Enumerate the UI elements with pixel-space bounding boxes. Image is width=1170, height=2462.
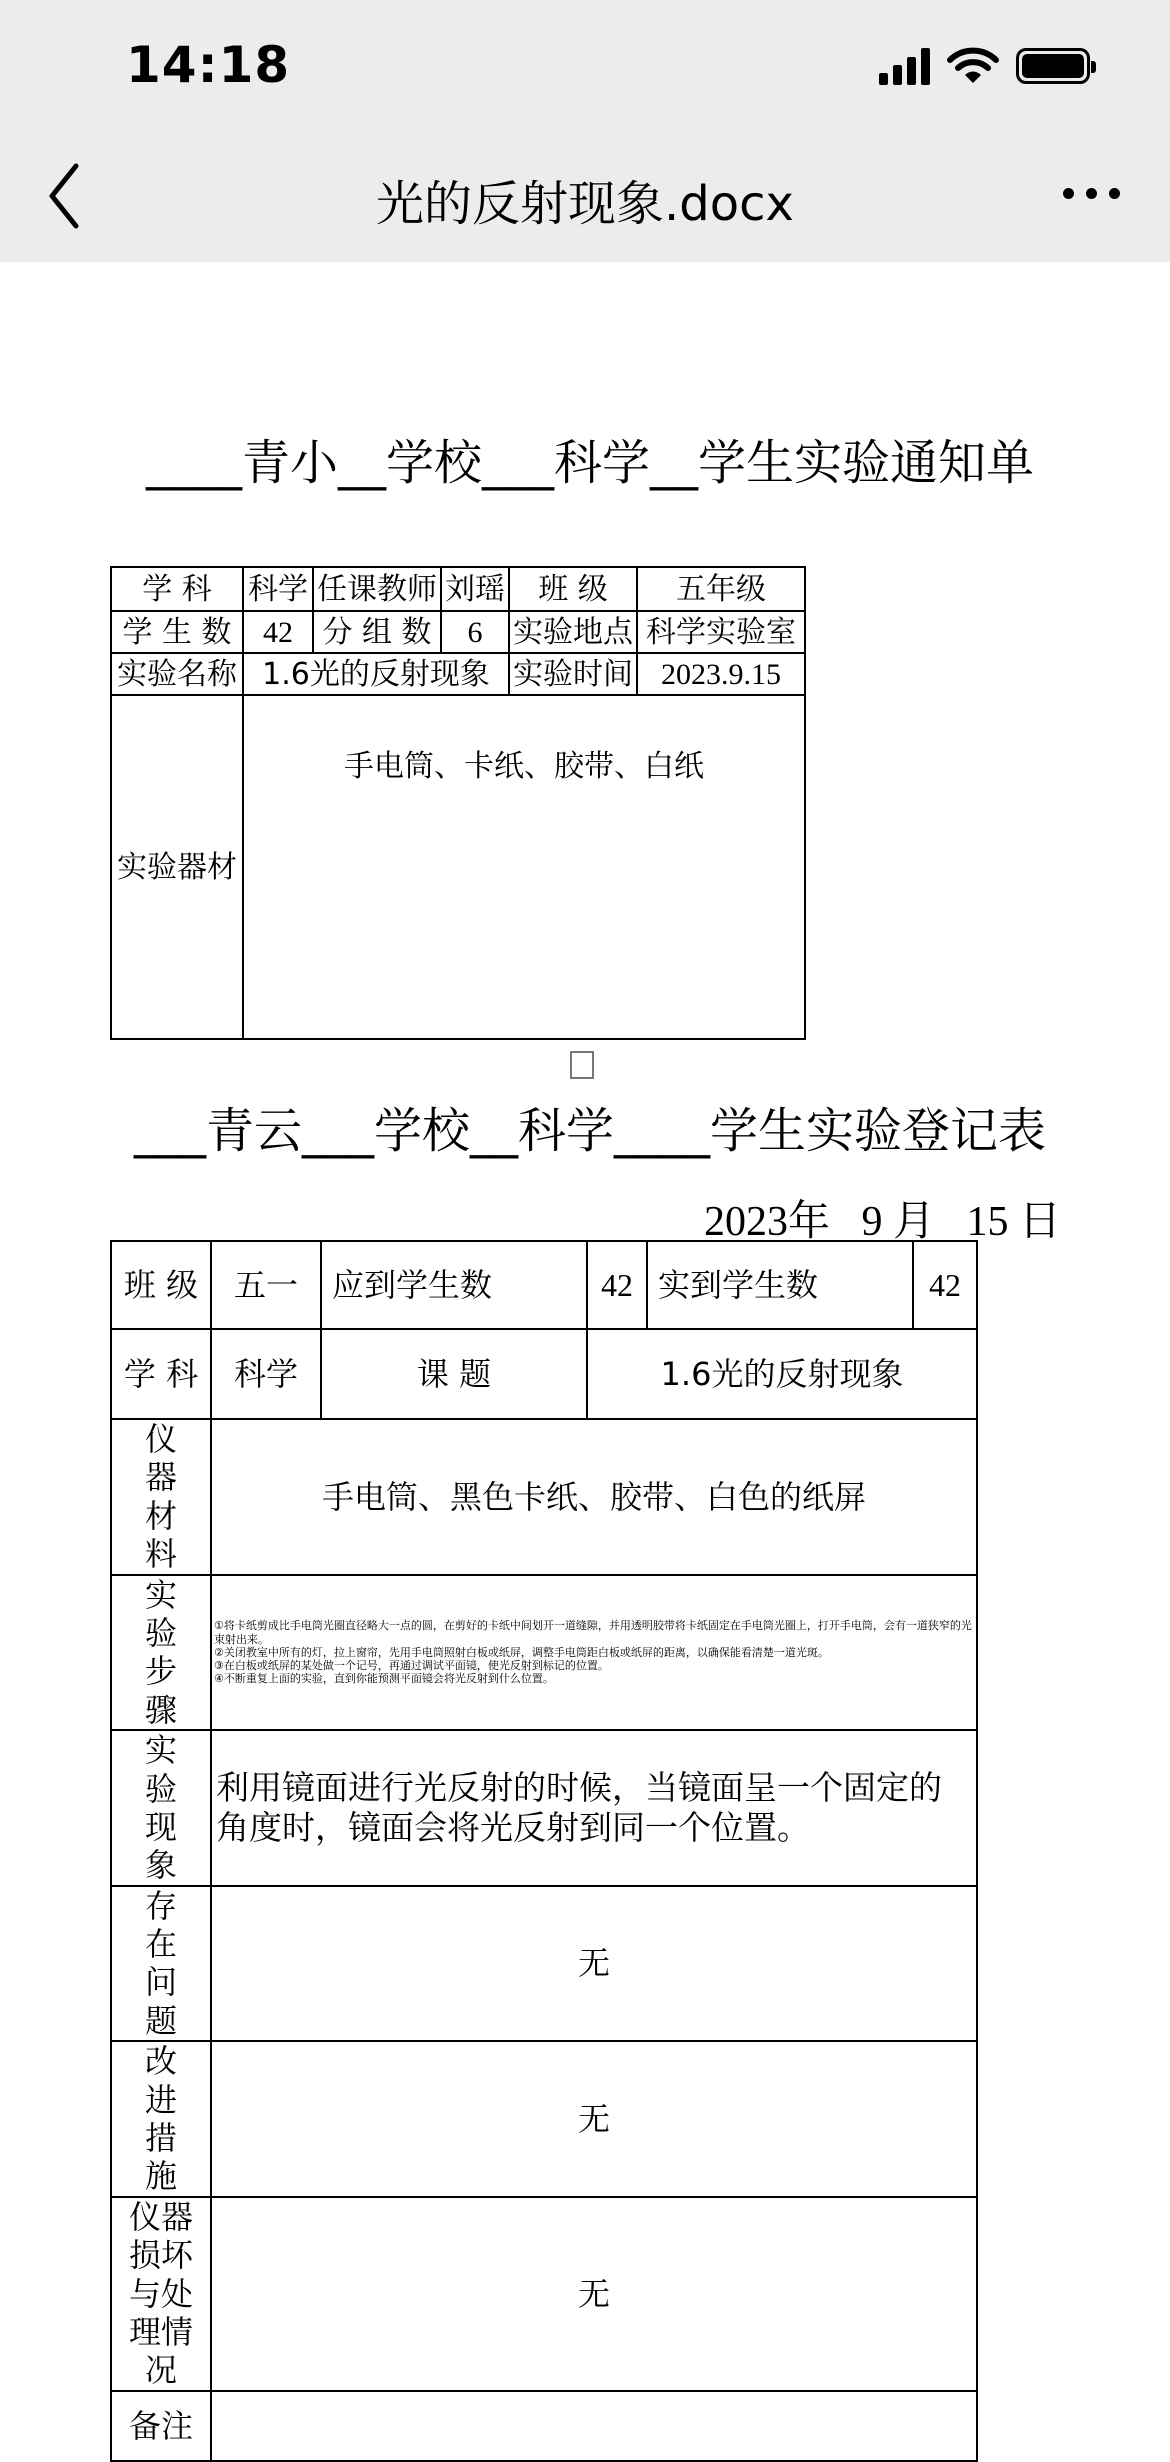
step-item: ①将卡纸剪成比手电筒光圈直径略大一点的圆，在剪好的卡纸中间划开一道缝隙，并用透明胶带将卡纸固定在手电筒光圈上，打开手电筒，会有一道狭窄的光束射出来。: [214, 1619, 972, 1646]
status-time: 14:18: [126, 36, 291, 94]
location-label: 实验地点: [509, 611, 637, 653]
register-date: 2023年 9 月 15 日: [704, 1199, 1062, 1245]
topic-label: 课 题: [321, 1329, 587, 1419]
damage-value: 无: [211, 2197, 977, 2391]
groups-value: 6: [441, 611, 509, 653]
expected-students-label: 应到学生数: [321, 1241, 587, 1329]
steps-value: [211, 1575, 977, 1731]
remarks-value: [211, 2391, 977, 2461]
top-bar: [0, 0, 1170, 262]
more-options-icon[interactable]: [1063, 188, 1120, 199]
teacher-value: 刘瑶: [441, 567, 509, 611]
reg-class-value: 五一: [211, 1241, 321, 1329]
students-value: 42: [243, 611, 313, 653]
equipment-value: 手电筒、卡纸、胶带、白纸: [243, 695, 805, 1039]
actual-students-label: 实到学生数: [647, 1241, 913, 1329]
subject-value: 科学: [243, 567, 313, 611]
wifi-icon: [948, 47, 998, 85]
remarks-label: 备注: [111, 2391, 211, 2461]
phenomenon-label: 实验现象: [111, 1730, 211, 1886]
document-title: 光的反射现象.docx: [376, 176, 794, 232]
problems-value: 无: [211, 1886, 977, 2042]
equipment-label: 实验器材: [111, 695, 243, 1039]
teacher-label: 任课教师: [313, 567, 441, 611]
step-item: ④不断重复上面的实验，直到你能预测平面镜会将光反射到什么位置。: [214, 1672, 554, 1686]
register-table: [110, 1240, 978, 2462]
cellular-signal-icon: [879, 47, 930, 85]
experiment-time-value: 2023.9.15: [637, 653, 805, 695]
reg-subject-value: 科学: [211, 1329, 321, 1419]
notice-title: ____青小__学校___科学__学生实验通知单: [146, 435, 1035, 491]
experiment-name-value: 1.6光的反射现象: [243, 653, 509, 695]
step-item: ②关闭教室中所有的灯，拉上窗帘，先用手电筒照射白板或纸屏，调整手电筒距白板或纸屏的距离，以确保能看清楚一道光斑。: [214, 1645, 829, 1659]
placeholder-box: [570, 1051, 594, 1079]
actual-students-value: 42: [913, 1241, 977, 1329]
problems-label: 存在问题: [111, 1886, 211, 2042]
phenomenon-value: 利用镜面进行光反射的时候，当镜面呈一个固定的角度时，镜面会将光反射到同一个位置。: [211, 1730, 977, 1886]
improve-label: 改进措施: [111, 2041, 211, 2197]
step-item: ③在白板或纸屏的某处做一个记号，再通过调试平面镜，使光反射到标记的位置。: [214, 1658, 609, 1672]
materials-label: 仪器材料: [111, 1419, 211, 1575]
notice-table: [110, 566, 806, 1040]
students-label: 学 生 数: [111, 611, 243, 653]
register-title: ___青云___学校__科学____学生实验登记表: [134, 1103, 1047, 1159]
status-icons: [879, 44, 1090, 88]
materials-value: 手电筒、黑色卡纸、胶带、白色的纸屏: [211, 1419, 977, 1575]
topic-value: 1.6光的反射现象: [587, 1329, 977, 1419]
damage-label: 仪器损坏与处理情况: [111, 2197, 211, 2391]
improve-value: 无: [211, 2041, 977, 2197]
reg-class-label: 班 级: [111, 1241, 211, 1329]
experiment-name-label: 实验名称: [111, 653, 243, 695]
battery-icon: [1016, 48, 1090, 84]
location-value: 科学实验室: [637, 611, 805, 653]
steps-label: 实验步骤: [111, 1575, 211, 1731]
class-value: 五年级: [637, 567, 805, 611]
expected-students-value: 42: [587, 1241, 647, 1329]
reg-subject-label: 学 科: [111, 1329, 211, 1419]
subject-label: 学 科: [111, 567, 243, 611]
groups-label: 分 组 数: [313, 611, 441, 653]
experiment-time-label: 实验时间: [509, 653, 637, 695]
class-label: 班 级: [509, 567, 637, 611]
